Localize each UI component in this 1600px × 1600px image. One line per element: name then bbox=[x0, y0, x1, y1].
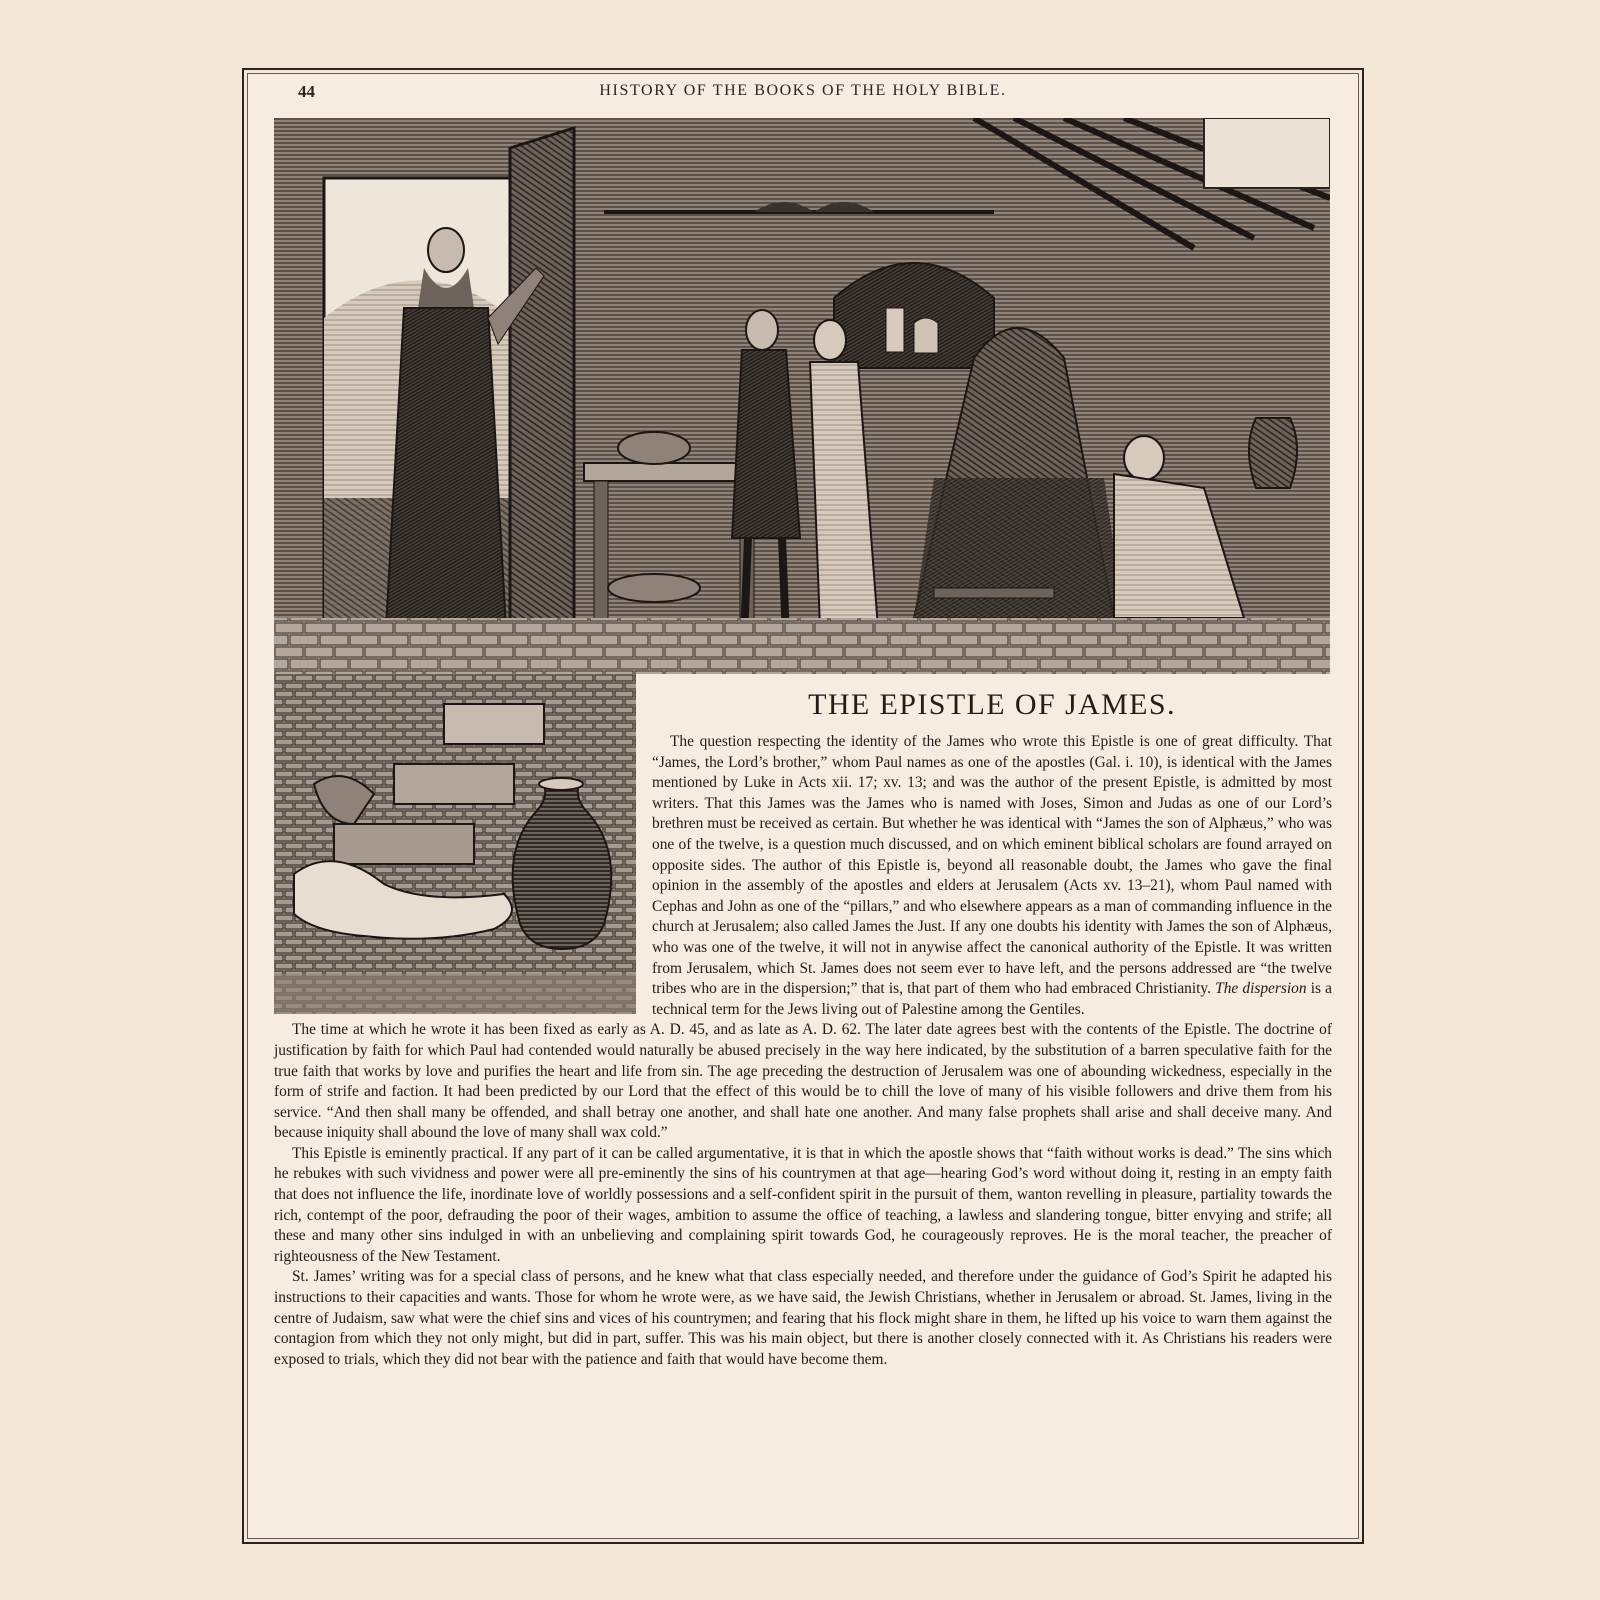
italic-term: The dispersion bbox=[1215, 980, 1307, 998]
paragraph-identity-tail: is a technical term for the Jews living out of Palestine among the Gentiles. bbox=[652, 980, 1332, 1018]
article-title: THE EPISTLE OF JAMES. bbox=[808, 688, 1176, 721]
paragraph-practical: This Epistle is eminently practical. If any part of it can be called argumentative, it is that in which the apostle shows that “faith without works is dead.” The sins which he rebukes with such vividness and power were all pre-eminently the sins of his countrymen at that age—hearing God’s word without doing it, resting in an empty faith that does not influence the life, inordinate love of worldly possessions and a self-confident spirit in the pursuit of them, wanton revelling in pleasure, partiality towards the rich, contempt of the poor, defrauding the poor of their wages, ambition to assume the office of teaching, a lawless and slandering tongue, bitter envying and strife; all these and many other sins indulged in with an unbelieving and complaining spirit towards God, he courageously reproves. He is the moral teacher, the preacher of righteousness of the New Testament. bbox=[274, 1144, 1332, 1265]
illustration-spacer bbox=[274, 674, 642, 1016]
page-header bbox=[244, 82, 1362, 106]
page-number: 44 bbox=[298, 82, 315, 101]
paragraph-identity-text: The question respecting the identity of the James who wrote this Epistle is one of great difficulty. That “James, the Lord’s brother,” whom Paul names as one of the apostles (Gal. i. 10), is identical with the James mentioned by Luke in Acts xii. 17; xv. 13; and was the author of the present Epistle, is admitted by most writers. That this James was the James who is named with Joses, Simon and Judas as one of our Lord’s brethren must be received as certain. But whether he was identical with “James the son of Alphæus,” who was one of the twelve, is a question much discussed, and on which eminent biblical scholars are found arrayed on opposite sides. The author of this Epistle is, beyond all reasonable doubt, the James who gave the final opinion in the assembly of the apostles and elders at Jerusalem (Acts xv. 13–21), whom Paul named with Cephas and John as one of the “pillars,” and who elsewhere appears as a man of commanding influence in the church at Jerusalem; also called James the Just. If any one doubts his identity with James the son of Alphæus, who was one of the twelve, it will not in anywise affect the canonical authority of the Epistle. It was written from Jerusalem, which St. James does not seem ever to have left, and the persons addressed are “the twelve tribes who are in the dispersion;” that is, that part of them who had embraced Christianity. bbox=[652, 733, 1332, 998]
running-title: HISTORY OF THE BOOKS OF THE HOLY BIBLE. bbox=[599, 82, 1007, 99]
engraving-illustration bbox=[274, 118, 1330, 674]
paragraph-date: The time at which he wrote it has been fixed as early as A. D. 45, and as late as A. D. 62. The later date agrees best with the contents of the Epistle. The doctrine of justification by faith for which Paul had contended would naturally be abused precisely in the way here indicated, by the substitution of a barren speculative faith for the true faith that works by love and purifies the heart and life from sin. The age preceding the destruction of Jerusalem was one of abounding wickedness, especially in the form of strife and faction. It had been predicted by our Lord that the effect of this would be to chill the love of many of his visible followers and drive them from his service. “And then shall many be offended, and shall betray one another, and shall hate one another. And many false prophets shall arise and shall deceive many. And because iniquity shall abound the love of many shall wax cold.” bbox=[274, 1021, 1332, 1142]
paragraph-purpose: St. James’ writing was for a special class of persons, and he knew what that class especially needed, and therefore under the guidance of God’s Spirit he adapted his instructions to their capacities and wants. Those for whom he wrote were, as we have said, the Jewish Christians, whether in Jerusalem or abroad. St. James, living in the centre of Judaism, saw what were the chief sins and vices of his countrymen; and fearing that his flock might share in them, he lifted up his voice to warn them against the contagion from which they not only might, but did in part, suffer. This was his main object, but there is another closely connected with it. As Christians his readers were exposed to trials, which they did not bear with the patience and faith that would have become them. bbox=[274, 1268, 1332, 1368]
page-frame bbox=[242, 68, 1364, 1544]
article-body bbox=[274, 674, 1332, 1514]
